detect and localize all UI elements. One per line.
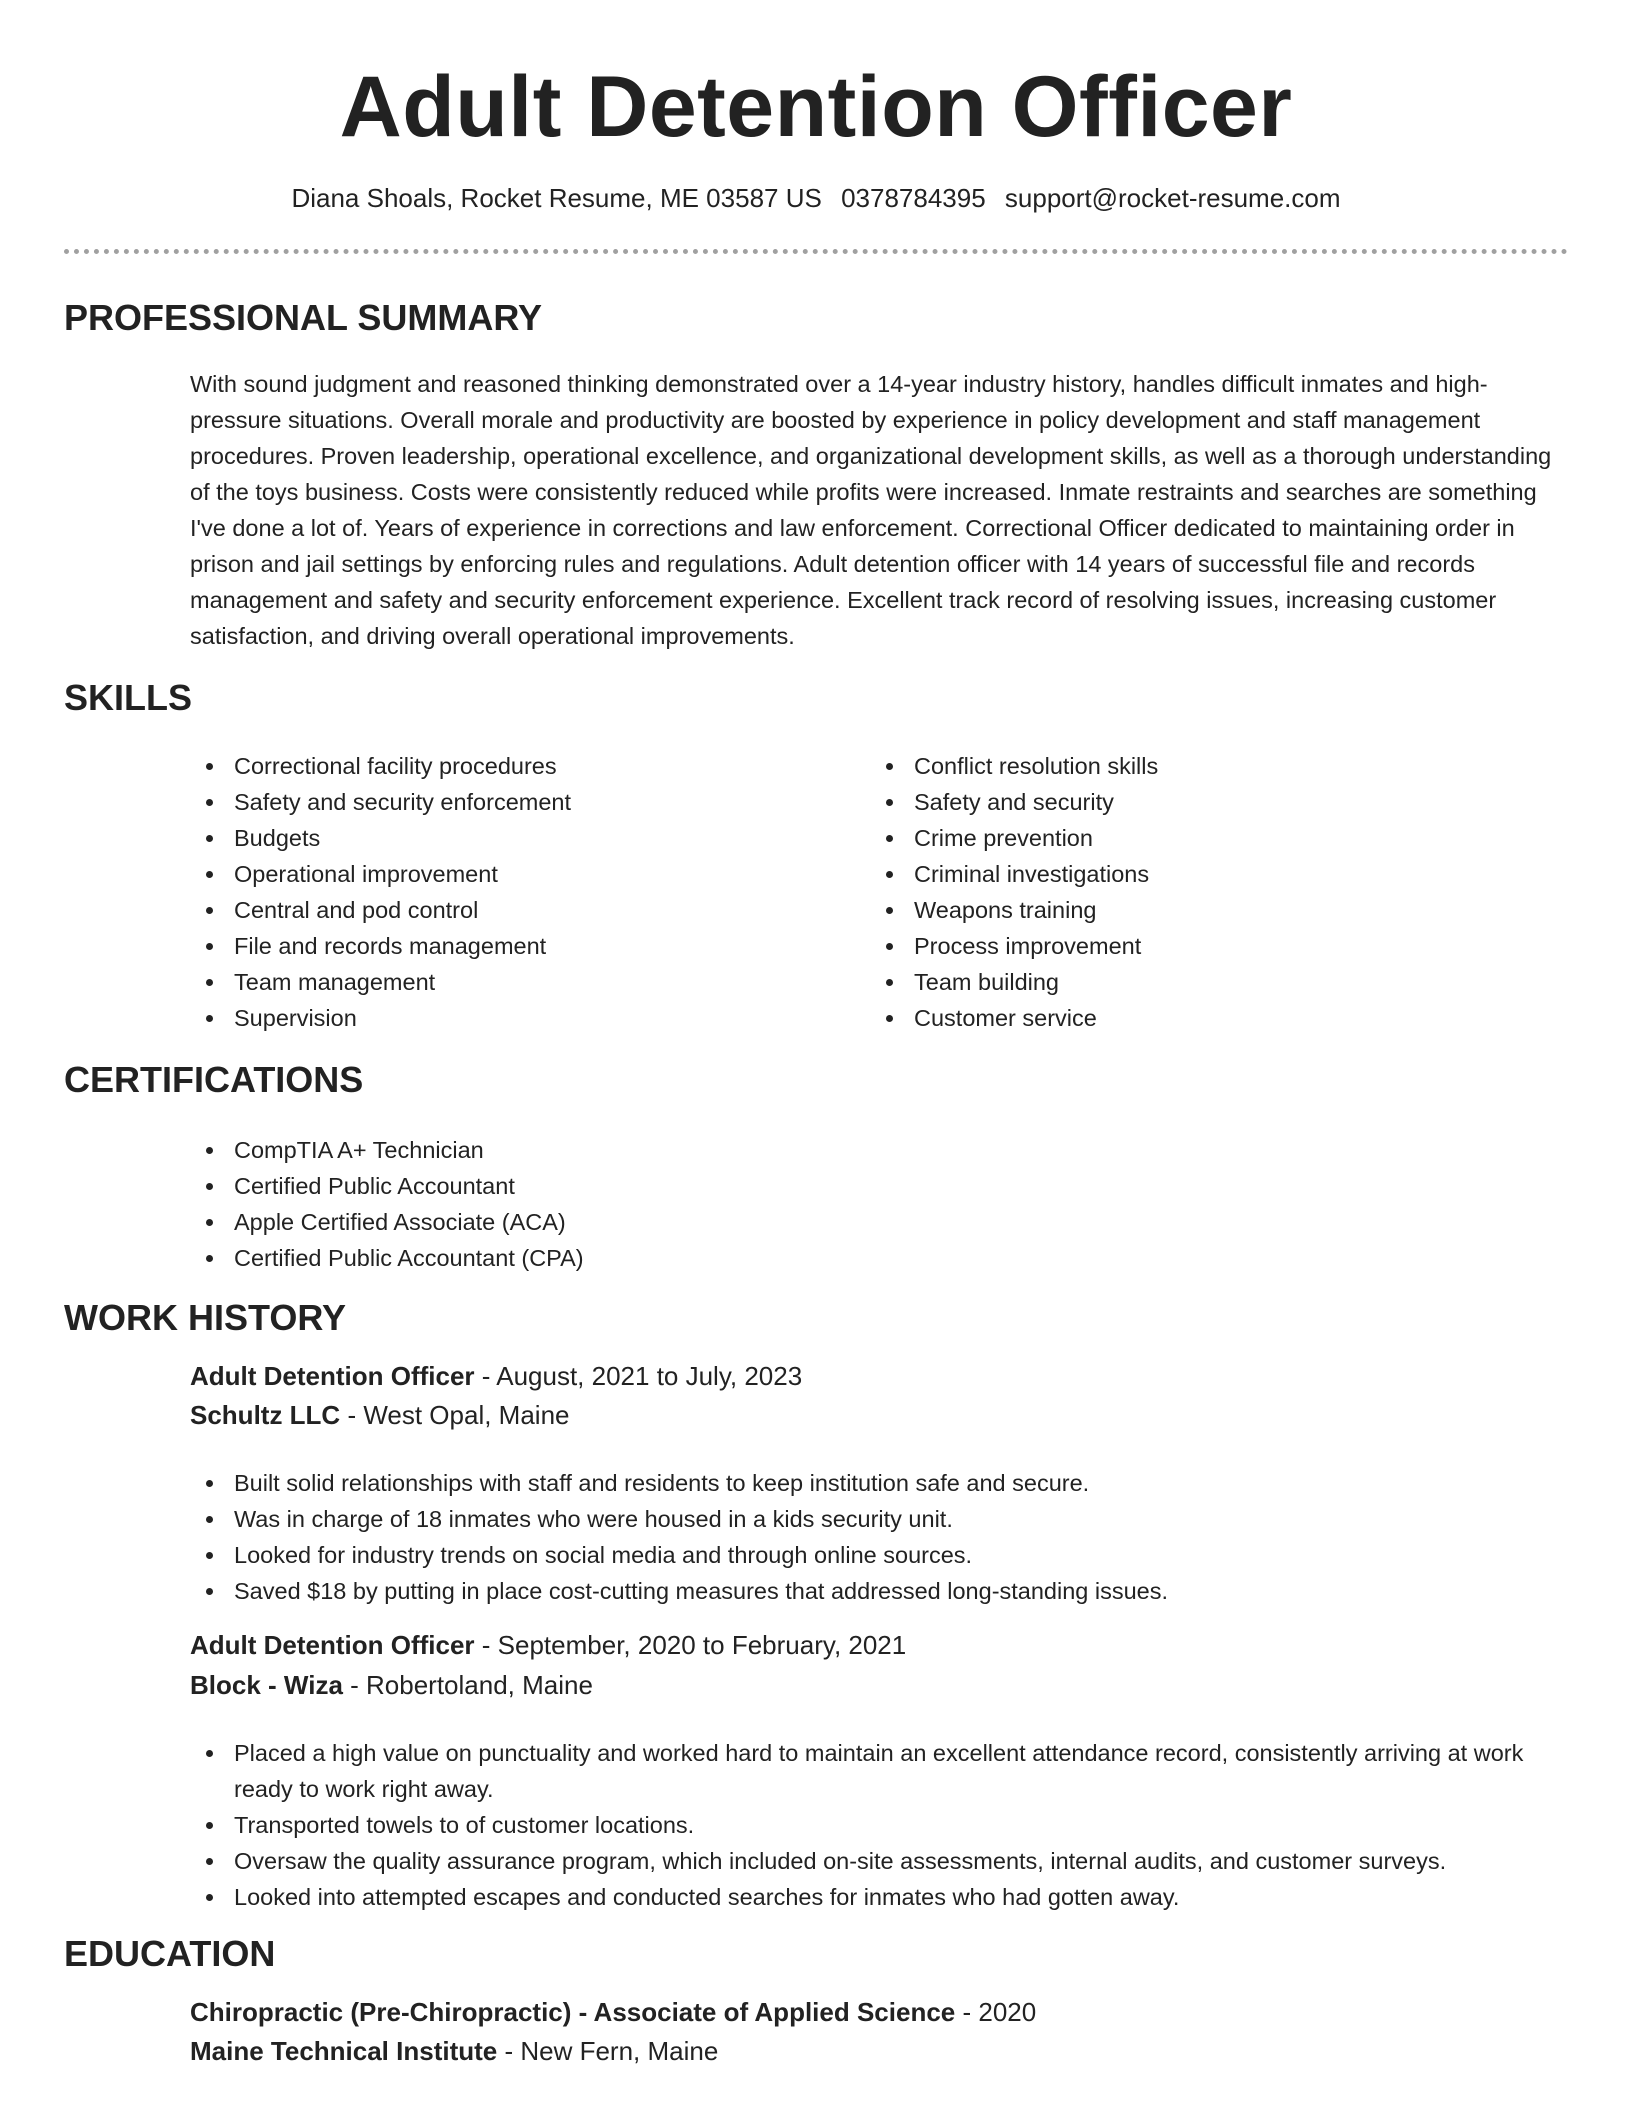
skill-item: Customer service (870, 1000, 1510, 1036)
section-heading-certifications: CERTIFICATIONS (64, 1059, 364, 1100)
skill-item: Safety and security enforcement (190, 784, 830, 820)
skill-item: Team management (190, 964, 830, 1000)
skill-item: Conflict resolution skills (870, 748, 1510, 784)
job-title: Adult Detention Officer (190, 1630, 475, 1660)
certifications-list (190, 1132, 1090, 1276)
job-company: Schultz LLC (190, 1400, 341, 1430)
skill-item: Criminal investigations (870, 856, 1510, 892)
education-degree: Chiropractic (Pre-Chiropractic) - Associate of Applied Science (190, 1997, 956, 2027)
skill-item: File and records management (190, 928, 830, 964)
header-divider (64, 249, 1568, 254)
certification-item: Apple Certified Associate (ACA) (190, 1204, 1090, 1240)
education-school: Maine Technical Institute (190, 2036, 498, 2066)
job-bullet: Looked for industry trends on social media and through online sources. (190, 1537, 1570, 1573)
skill-item: Crime prevention (870, 820, 1510, 856)
skill-item: Budgets (190, 820, 830, 856)
education-school-line (190, 2032, 718, 2070)
skill-item: Process improvement (870, 928, 1510, 964)
skills-list-right (870, 748, 1510, 1036)
certification-item: Certified Public Accountant (CPA) (190, 1240, 1090, 1276)
job-company: Block - Wiza (190, 1670, 343, 1700)
education-degree-line (190, 1993, 1036, 2031)
job-title-line (190, 1357, 802, 1395)
contact-address: Diana Shoals, Rocket Resume, ME 03587 US (291, 183, 822, 213)
certification-item: Certified Public Accountant (190, 1168, 1090, 1204)
job-company-line (190, 1666, 593, 1704)
resume-title: Adult Detention Officer (339, 59, 1293, 155)
job-company-line (190, 1396, 569, 1434)
education-location: - New Fern, Maine (497, 2036, 719, 2066)
skill-item: Operational improvement (190, 856, 830, 892)
section-heading-education: EDUCATION (64, 1933, 276, 1974)
section-heading-skills: SKILLS (64, 677, 193, 718)
job-location: - Robertoland, Maine (342, 1670, 593, 1700)
certification-item: CompTIA A+ Technician (190, 1132, 1090, 1168)
education-year: - 2020 (955, 1997, 1037, 2027)
contact-email: support@rocket-resume.com (1004, 183, 1341, 213)
skill-item: Supervision (190, 1000, 830, 1036)
skill-item: Correctional facility procedures (190, 748, 830, 784)
contact-phone: 0378784395 (841, 183, 986, 213)
contact-line (0, 180, 1632, 216)
job-title-line (190, 1626, 906, 1664)
job-bullet: Transported towels to of customer locations. (190, 1807, 1570, 1843)
job-bullet: Oversaw the quality assurance program, which included on-site assessments, internal audits, and customer surveys. (190, 1843, 1570, 1879)
skill-item: Safety and security (870, 784, 1510, 820)
job-bullet: Placed a high value on punctuality and worked hard to maintain an excellent attendance record, consistently arriving at work ready to work right away. (190, 1735, 1570, 1807)
summary-text: With sound judgment and reasoned thinking demonstrated over a 14-year industry history, handles difficult inmates and high-pressure situations. Overall morale and productivity are boosted by experience in policy development and staff management procedures. Proven leadership, operational excellence, and organizational development skills, as well as a thorough understanding of the toys business. Costs were consistently reduced while profits were increased. Inmate restraints and searches are something I've done a lot of. Years of experience in corrections and law enforcement. Correctional Officer dedicated to maintaining order in prison and jail settings by enforcing rules and regulations. Adult detention officer with 14 years of successful file and records management and safety and security enforcement experience. Excellent track record of resolving issues, increasing customer satisfaction, and driving overall operational improvements. (190, 371, 1552, 649)
job-dates: - August, 2021 to July, 2023 (474, 1361, 803, 1391)
job-bullets (190, 1735, 1570, 1915)
skill-item: Team building (870, 964, 1510, 1000)
job-bullet: Saved $18 by putting in place cost-cutting measures that addressed long-standing issues. (190, 1573, 1570, 1609)
skills-list-left (190, 748, 830, 1036)
section-heading-work-history: WORK HISTORY (64, 1297, 347, 1338)
job-bullet: Was in charge of 18 inmates who were housed in a kids security unit. (190, 1501, 1570, 1537)
job-title: Adult Detention Officer (190, 1361, 475, 1391)
job-bullets (190, 1465, 1570, 1609)
skill-item: Central and pod control (190, 892, 830, 928)
job-dates: - September, 2020 to February, 2021 (474, 1630, 907, 1660)
job-bullet: Built solid relationships with staff and residents to keep institution safe and secure. (190, 1465, 1570, 1501)
job-location: - West Opal, Maine (340, 1400, 570, 1430)
skill-item: Weapons training (870, 892, 1510, 928)
section-heading-summary: PROFESSIONAL SUMMARY (64, 297, 543, 338)
job-bullet: Looked into attempted escapes and conducted searches for inmates who had gotten away. (190, 1879, 1570, 1915)
